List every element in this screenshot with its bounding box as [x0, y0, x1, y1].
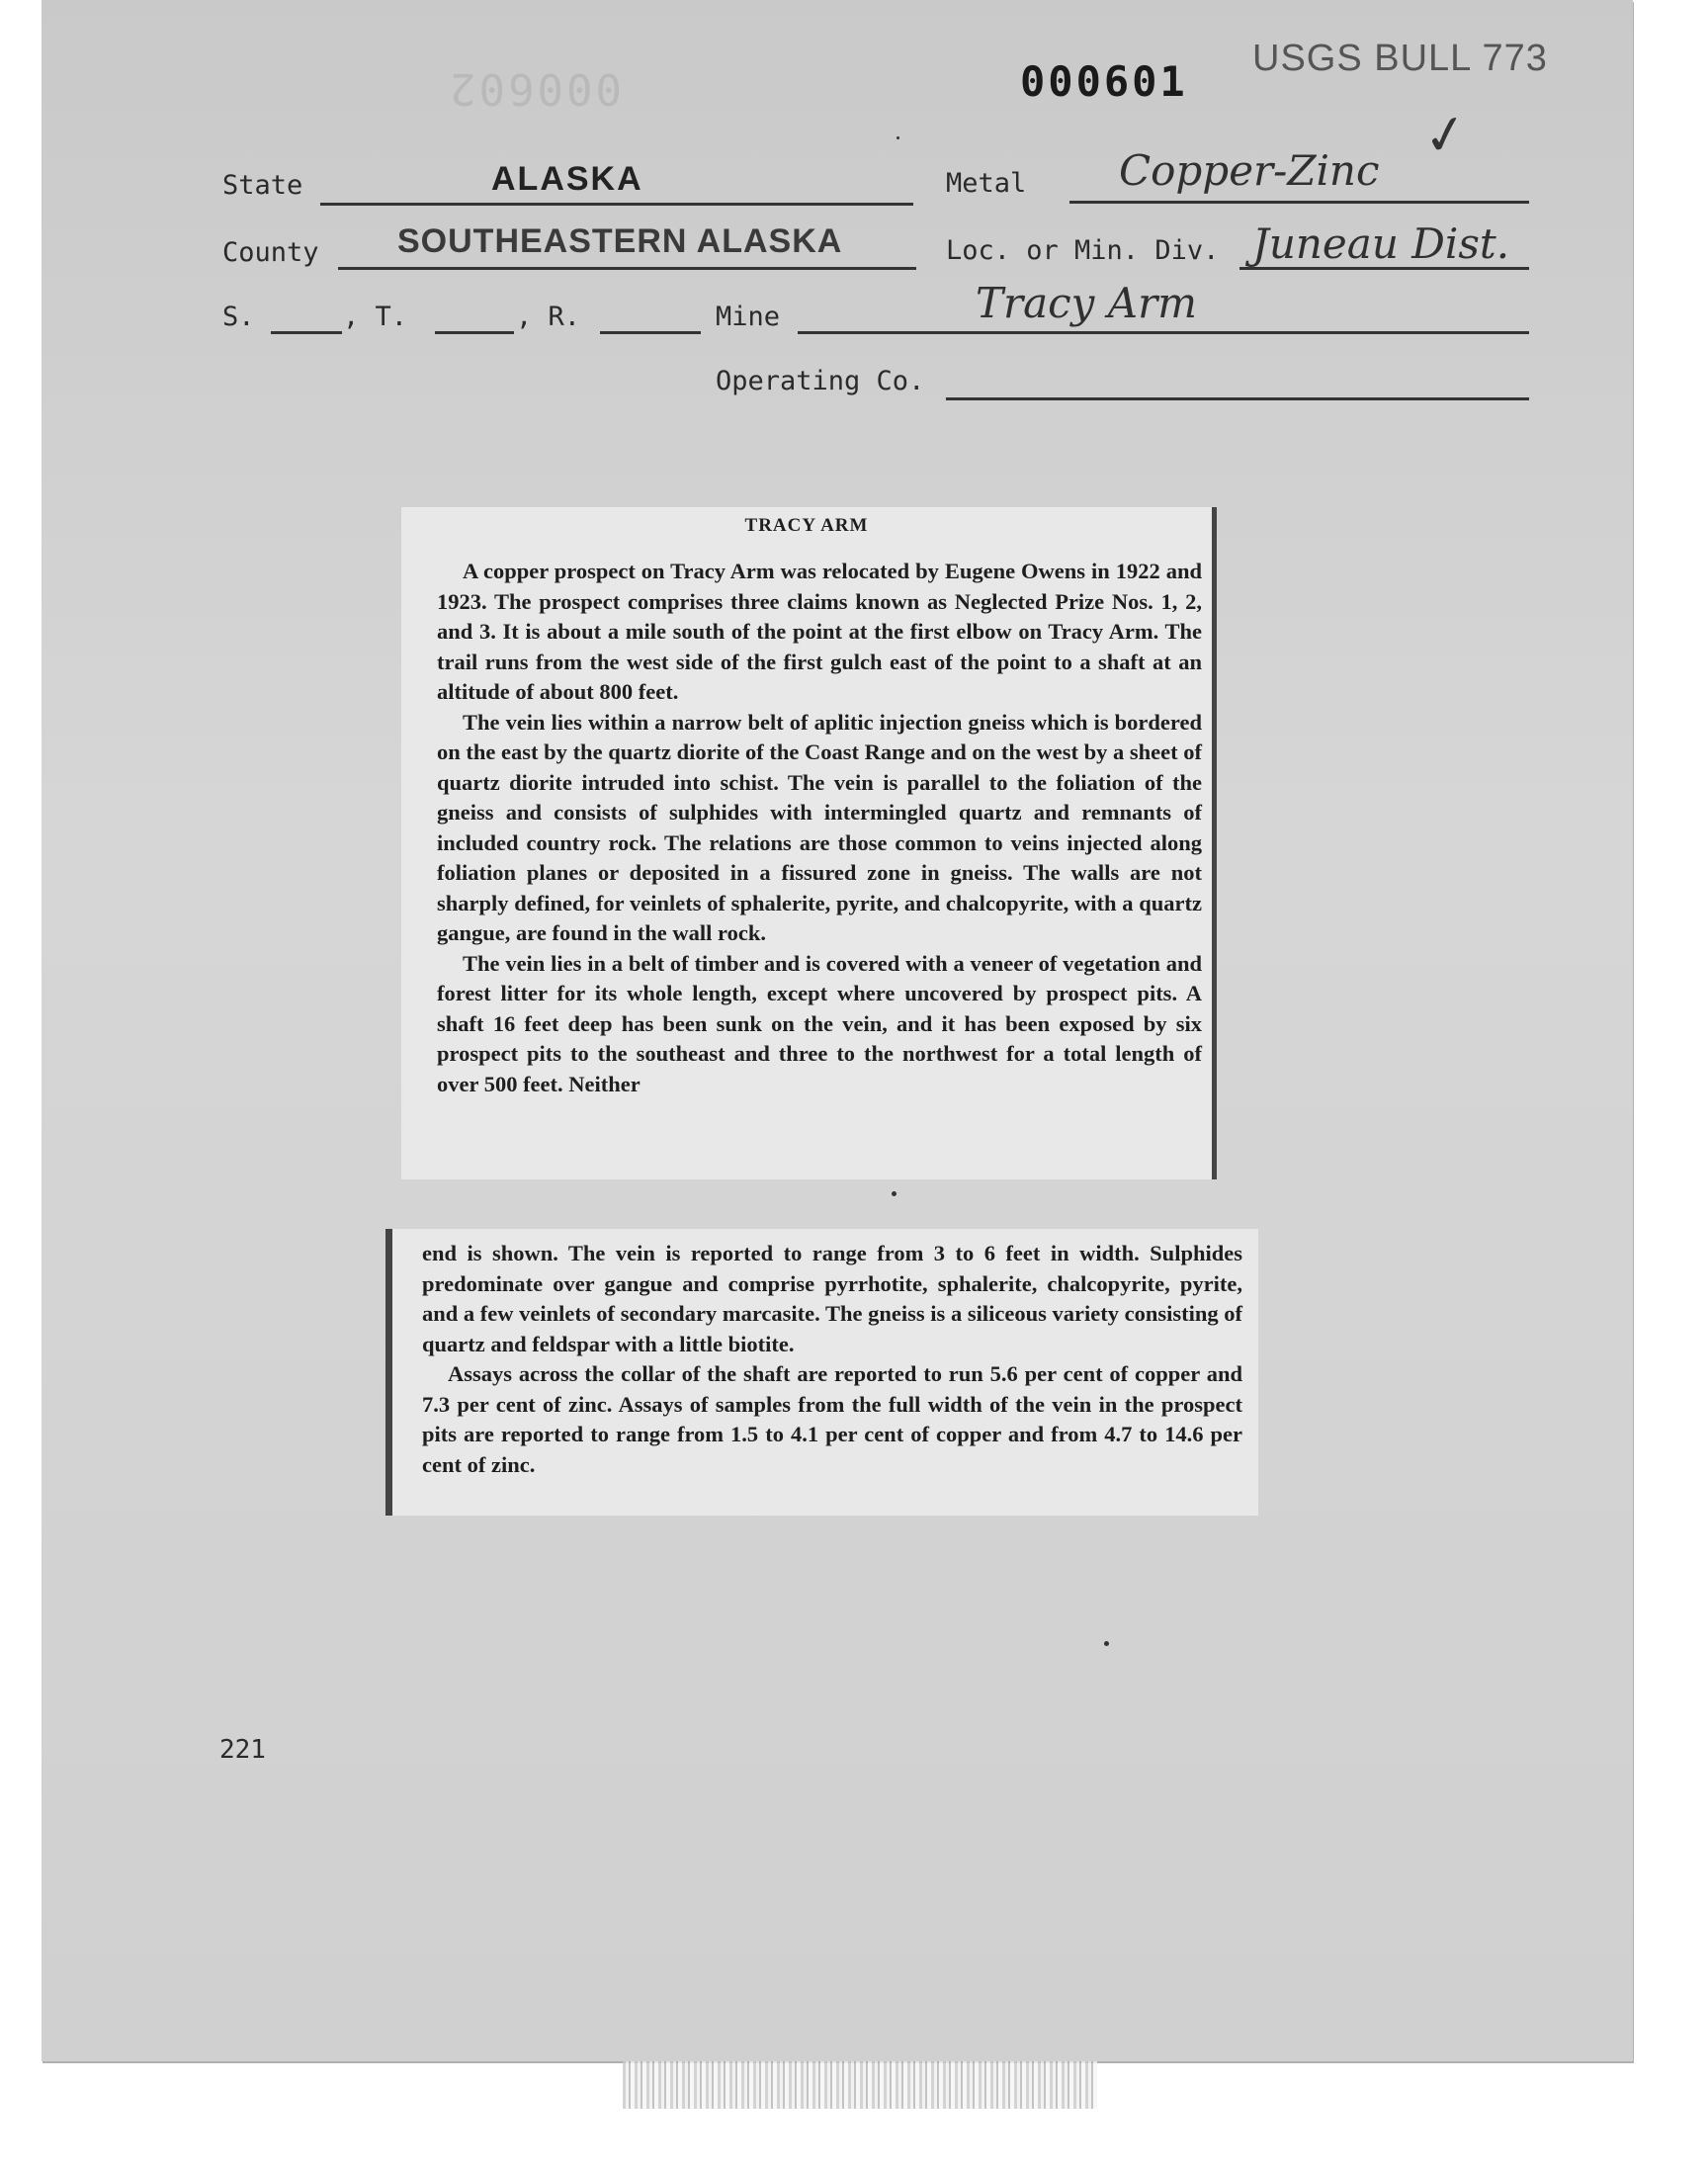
clipping-lower	[385, 1229, 1258, 1516]
speck	[892, 1191, 897, 1196]
section-label: S.	[222, 302, 255, 332]
township-label: , T.	[343, 302, 408, 332]
loc-value: Juneau Dist.	[1252, 219, 1510, 268]
section-line	[271, 331, 342, 334]
metal-label: Metal	[946, 168, 1027, 199]
loc-label: Loc. or Min. Div.	[946, 235, 1220, 266]
county-label: County	[222, 237, 319, 268]
card-id-ghost: 000602	[447, 63, 622, 114]
card-id-number: 000601	[1020, 57, 1188, 106]
mine-line	[798, 331, 1529, 334]
series-stamp: USGS BULL 773	[1252, 38, 1548, 79]
check-mark-icon: ✓	[1417, 100, 1474, 170]
clipping-title: TRACY ARM	[744, 515, 869, 536]
county-value: SOUTHEASTERN ALASKA	[397, 222, 843, 260]
state-line	[320, 203, 913, 206]
clipping-paragraph: end is shown. The vein is reported to range from 3 to 6 feet in width. Sulphides predominate over gangue and comprise pyrrhotite, sphalerite, chalcopyrite, pyrite, and a few veinlets of secondary marcasite. The gneiss is a siliceous variety consisting of quartz and feldspar with a little biotite.	[422, 1241, 1242, 1356]
range-line	[600, 331, 701, 334]
clipping-upper	[401, 507, 1217, 1179]
page-number: 221	[219, 1735, 266, 1765]
state-value: ALASKA	[491, 160, 643, 198]
metal-line	[1069, 201, 1529, 204]
metal-value: Copper-Zinc	[1119, 146, 1380, 195]
index-card	[42, 0, 1633, 2061]
township-line	[435, 331, 514, 334]
state-label: State	[222, 170, 303, 201]
speck	[897, 136, 899, 139]
clipping-paragraph: Assays across the collar of the shaft are reported to run 5.6 per cent of copper and 7.3 per cent of zinc. Assays of samples from the full width of the vein in the prospect pits are reported to range from 1.5 to 4.1 per cent of copper and from 4.7 to 14.6 per cent of zinc.	[422, 1361, 1242, 1477]
clipping-paragraph: A copper prospect on Tracy Arm was relocated by Eugene Owens in 1922 and 1923. The prospect comprises three claims known as Neglected Prize Nos. 1, 2, and 3. It is about a mile south of the point at the first elbow on Tracy Arm. The trail runs from the west side of the first gulch east of the point to a shaft at an altitude of about 800 feet.	[437, 559, 1202, 704]
operating-line	[946, 397, 1529, 400]
scan-artifact	[623, 2061, 1097, 2109]
mine-label: Mine	[716, 302, 781, 332]
clipping-paragraph: The vein lies within a narrow belt of aplitic injection gneiss which is bordered on the east by the quartz diorite of the Coast Range and on the west by a sheet of quartz diorite intruded into schist. The vein is parallel to the foliation of the gneiss and consists of sulphides with intermingled quartz and remnants of included country rock. The relations are those common to veins injected along foliation planes or deposited in a fissured zone in gneiss. The walls are not sharply defined, for veinlets of sphalerite, pyrite, and chalcopyrite, with a quartz gangue, are found in the wall rock.	[437, 709, 1202, 945]
mine-value: Tracy Arm	[976, 279, 1197, 327]
county-line	[338, 267, 916, 270]
clipping-paragraph: The vein lies in a belt of timber and is covered with a veneer of vegetation and forest litter for its whole length, except where uncovered by prospect pits. A shaft 16 feet deep has been sunk on the vein, and it has been exposed by six prospect pits to the southeast and three to the northwest for a total length of over 500 feet. Neither	[437, 950, 1202, 1096]
speck	[1104, 1641, 1109, 1646]
range-label: , R.	[516, 302, 581, 332]
operating-label: Operating Co.	[716, 366, 925, 396]
